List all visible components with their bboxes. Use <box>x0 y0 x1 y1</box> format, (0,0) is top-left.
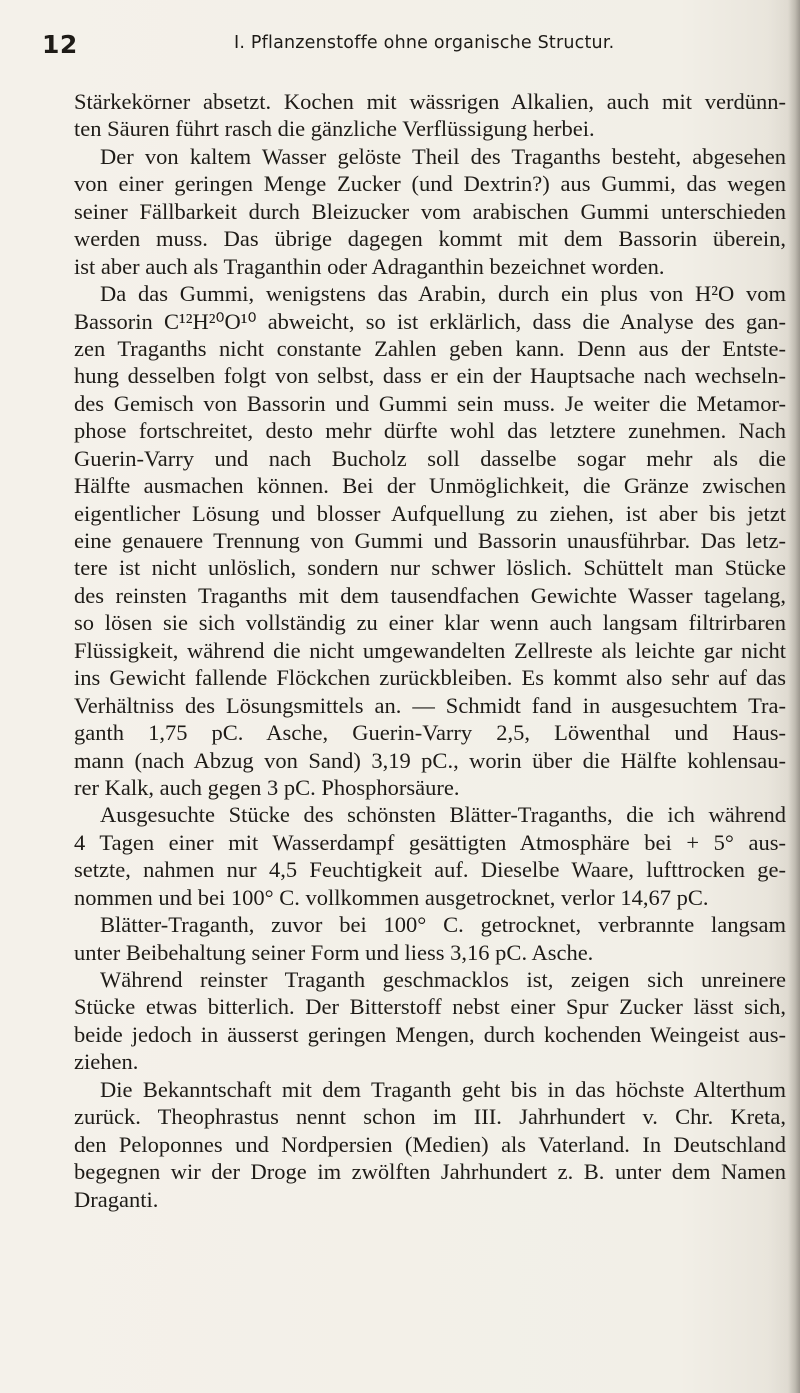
text-line: ins Gewicht fallende Flöckchen zurückbleiben. Es kommt also sehr auf das <box>74 665 786 691</box>
text-line: 4 Tagen einer mit Wasserdampf gesättigten Atmosphäre bei + 5° aus- <box>74 829 786 855</box>
text-line: Stärkekörner absetzt. Kochen mit wässrigen Alkalien, auch mit verdünn- <box>74 89 786 114</box>
text-line: Hälfte ausmachen können. Bei der Unmöglichkeit, die Gränze zwischen <box>74 473 786 499</box>
text-line: setzte, nahmen nur 4,5 Feuchtigkeit auf. Dieselbe Waare, lufttrocken ge- <box>74 857 786 883</box>
text-line: Verhältniss des Lösungsmittels an. — Schmidt fand in ausgesuchtem Tra- <box>74 692 786 718</box>
text-line: des Gemisch von Bassorin und Gummi sein muss. Je weiter die Metamor- <box>74 390 786 416</box>
running-title: I. Pflanzenstoffe ohne organische Structur. <box>234 33 615 53</box>
text-line: Stücke etwas bitterlich. Der Bitterstoff nebst einer Spur Zucker lässt sich, <box>74 994 786 1020</box>
text-line: den Peloponnes und Nordpersien (Medien) als Vaterland. In Deutschland <box>74 1131 786 1157</box>
text-line: Da das Gummi, wenigstens das Arabin, durch ein plus von H²O vom <box>100 281 786 307</box>
text-line: Der von kaltem Wasser gelöste Theil des Traganths besteht, abgesehen <box>100 143 786 169</box>
text-line: nommen und bei 100° C. vollkommen ausgetrocknet, verlor 14,67 pC. <box>74 884 709 910</box>
page-number: 12 <box>42 30 78 59</box>
text-line: Guerin-Varry und nach Bucholz soll dasselbe sogar mehr als die <box>74 445 786 471</box>
text-line: von einer geringen Menge Zucker (und Dextrin?) aus Gummi, das wegen <box>74 171 786 197</box>
text-line: Flüssigkeit, während die nicht umgewandelten Zellreste als leichte gar nicht <box>74 637 786 663</box>
body-text <box>74 88 786 1213</box>
text-line: eigentlicher Lösung und blosser Aufquellung zu ziehen, ist aber bis jetzt <box>74 500 786 526</box>
text-line: ziehen. <box>74 1049 139 1075</box>
text-line: ganth 1,75 pC. Asche, Guerin-Varry 2,5, Löwenthal und Haus- <box>74 720 786 746</box>
text-line: Draganti. <box>74 1186 159 1212</box>
text-line: werden muss. Das übrige dagegen kommt mit dem Bassorin überein, <box>74 226 786 252</box>
text-line: unter Beibehaltung seiner Form und liess 3,16 pC. Asche. <box>74 939 594 965</box>
text-line: beide jedoch in äusserst geringen Mengen, durch kochenden Weingeist aus- <box>74 1021 786 1047</box>
running-head <box>42 30 742 64</box>
text-line: ten Säuren führt rasch die gänzliche Verflüssigung herbei. <box>74 116 595 142</box>
text-line: tere ist nicht unlöslich, sondern nur schwer löslich. Schüttelt man Stücke <box>74 555 786 581</box>
page-edge-shadow <box>788 0 800 1393</box>
text-line: Während reinster Traganth geschmacklos ist, zeigen sich unreinere <box>100 967 786 992</box>
text-line: eine genauere Trennung von Gummi und Bassorin unausführbar. Das letz- <box>74 528 786 553</box>
text-line: seiner Fällbarkeit durch Bleizucker vom arabischen Gummi unterschieden <box>74 198 786 224</box>
text-line: mann (nach Abzug von Sand) 3,19 pC., worin über die Hälfte kohlensau- <box>74 747 786 773</box>
text-line: Die Bekanntschaft mit dem Traganth geht bis in das höchste Alterthum <box>100 1076 786 1102</box>
text-line: Bassorin C¹²H²⁰O¹⁰ abweicht, so ist erklärlich, dass die Analyse des gan- <box>74 308 786 334</box>
text-line: so lösen sie sich vollständig zu einer klar wenn auch langsam filtrirbaren <box>74 610 786 636</box>
text-line: phose fortschreitet, desto mehr dürfte wohl das letztere zunehmen. Nach <box>74 418 786 444</box>
text-line: Ausgesuchte Stücke des schönsten Blätter-Traganths, die ich während <box>100 802 786 828</box>
text-line: Blätter-Traganth, zuvor bei 100° C. getrocknet, verbrannte langsam <box>100 912 786 938</box>
text-line: zurück. Theophrastus nennt schon im III. Jahrhundert v. Chr. Kreta, <box>74 1104 786 1130</box>
text-line: zen Traganths nicht constante Zahlen geben kann. Denn aus der Entste- <box>74 335 786 361</box>
text-line: begegnen wir der Droge im zwölften Jahrhundert z. B. unter dem Namen <box>74 1159 786 1185</box>
text-line: des reinsten Traganths mit dem tausendfachen Gewichte Wasser tagelang, <box>74 582 786 608</box>
text-line: hung desselben folgt von selbst, dass er ein der Hauptsache nach wechseln- <box>74 363 786 389</box>
text-line: rer Kalk, auch gegen 3 pC. Phosphorsäure. <box>74 774 460 800</box>
text-line: ist aber auch als Traganthin oder Adraganthin bezeichnet worden. <box>74 253 665 279</box>
